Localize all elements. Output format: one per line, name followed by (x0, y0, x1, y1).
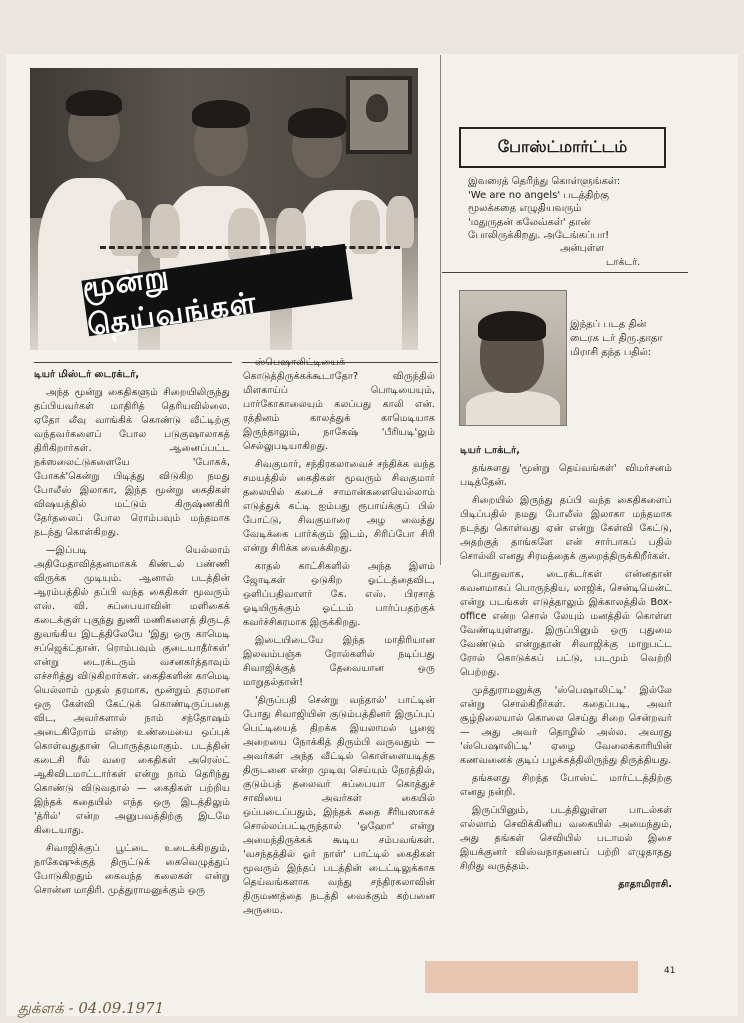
paragraph: —இப்படி யெல்லாம் அதிமேதாவித்தனமாகக் கிண்டல் பண்ணி விருக்க முடியும். ஆனால் படத்தின் ஆரம்பத்தில் தப்பி வந்த கைதிகள் மூவரும் எஸ். வி. சுப்பையாவின் மளிகைக் கடைக்குள் புகுந்து துணி மணிகளைத் திருடத் துவங்கிய இடத்திலேயே 'இது ஒரு காமெடி சப்ஜெக்ட்தான். ரொம்பவும் குடையாதீர்கள்' என்று டைரக்டரும் வசனகர்த்தாவும் எச்சரித்து விடுகிறார்கள். கைதிகளின் காமெடி யெல்லாம் முதல் தரமாக, மூன்றும் தரமான ஒரு கேள்வி கேட்டுக் கொண்டிருப்பதை விட, அவர்களால் நாம் சந்தோஷம் அடைகிறோம் என்ற உண்மையை ஒப்புக் கொள்வதுதான் பொருத்தமாகும். படத்தின் கடைசி ரீல் வரை கைதிகள் அரெஸ்ட் ஆகிவிடமாட்டார்கள் என்று நாம் தெரிந்து கொண்டு விடுவதால் — கைதிகள் பற்றிய இந்தக் கதையில் எந்த ஒரு இடத்திலும் 'த்ரில்' என்ற அனுபவத்திற்கு இடமே கிடையாது. (34, 545, 230, 836)
praying-hands-2 (150, 204, 180, 258)
paragraph: இருப்பினும், படத்திலுள்ள பாடல்கள் எல்லாம் செவிக்கினிய வகையில் அமைந்தும், அது தங்கள் செவியில் படாமல் இசை இயக்குனர் விஸ்வநாதனைப் பற்றி எழுதாதது சிறிது வருத்தம். (460, 805, 672, 872)
portrait-shirt (466, 391, 560, 426)
quote-line: 'We are no angels' படத்திற்கு (468, 189, 609, 201)
praying-hands-6 (386, 196, 414, 248)
paragraph: 'திருப்பதி சென்று வந்தால்' பாட்டின் போது சிவாஜியின் குடும்பத்தினர் இருப்புப் பெட்டியைத் திறக்க இயலாமல் பூஜை அறையை நோக்கித் திரும்பி வருவதும் — அவர்கள் அந்த வீட்டில் கொள்ளையடித்த திருடனை என்ற முடிவு செய்யும் நேரத்தில், குடும்பத் தலைவர் சுப்பையா கொத்துச் சாவியை அவர்கள் கையில் ஒப்படைப்பதும், இந்தக் கதை சீரியஸாகச் சொல்லப்பட்டிருந்தால் 'ஓஹோ' என்று அமைந்திருக்கக் கூடிய சம்பவங்கள். 'வசந்தத்தில் ஓர் நாள்' பாட்டில் கைதிகள் மூவரும் இந்தப் படத்தின் டைட்டிலுக்காக தெய்வங்களாக வந்து சந்திரகலாவின் திருமணத்தை நடத்தி வைக்கும் கற்பனை அருமை. (243, 695, 435, 916)
prisoner-hair-3 (288, 108, 346, 138)
portrait-caption: இந்தப் படத தின் டைரக டர் திரு.தாதா மிராசி தந்த பதில்: (570, 319, 663, 358)
reply-column (460, 444, 672, 896)
paragraph: காதல் காட்சிகளில் அந்த இளம் ஜோடிகள் ஒடுகிற ஓட்டத்தைவிட, ஒளிப்பதிவாளர் கே. எஸ். பிரசாத் ஓடியிருக்கும் ஓட்டம் பார்ப்பதற்குக் கவர்ச்சிகரமாக இருக்கிறது. (243, 561, 435, 628)
director-portrait (459, 290, 567, 426)
movie-title-banner: மூன்று தெய்வங்கள் (81, 244, 352, 336)
paragraph: சிவாஜிக்குப் பூட்டை உடைக்கிறதும், நாகேஷுக்குத் திருட்டுக் கைவெழுத்துப் போடுகிறதும் கைவந்த கலைகள் என்று சொன்ன மாதிரி. முத்துராமனுக்கும் ஒரு (34, 843, 230, 896)
letter-signature: தாதாமிராசி. (618, 879, 672, 890)
quote-line: இவரைத் தெரிந்து கொள்ளுங்கள்: (468, 176, 621, 187)
portrait-hair (478, 311, 546, 341)
quote-signature: டாக்டர். (606, 257, 641, 268)
page-number: 41 (664, 966, 676, 976)
paragraph: பொதுவாக, டைரக்டர்கள் என்னதான் கவனமாகப் பொருந்திய, லாஜிக், சென்டிமென்ட் என்று படங்கள் எடுத்தாலும் இக்காலத்தில் Box-office என்ற சொல் லேயும் மனத்தில் கொள்ள வேண்டியுள்ளது. இருப்பினும் ஒரு புதுமை வேண்டும் என்றுதான் சிவாஜிக்கு மாறுபட்ட ரோல் கொடுக்கப் பட்டு, படமும் வெற்றி பெற்றது. (460, 569, 672, 678)
paragraph: தங்களது 'மூன்று தெய்வங்கள்' விமர்சனம் படித்தேன். (460, 463, 672, 488)
review-column-2 (243, 356, 435, 922)
letter-greeting: டியர் மிஸ்டர் டைரக்டர், (34, 369, 140, 380)
paragraph: தங்களது சிறந்த போஸ்ட் மார்ட்டத்திற்கு எனது நன்றி. (460, 773, 672, 798)
column-rule (34, 362, 232, 363)
redaction-block (425, 961, 638, 993)
paragraph: முத்துராமனுக்கு 'ஸ்பெஷாலிட்டி' இல்லே என்று சொல்கிறீர்கள். கதைப்படி, அவர் சூழ்நிலையால் கொலை செய்து சிறை சென்றவர் — அது அவர் தொழில் அல்ல. அவரது 'ஸ்பெஷாலிட்டி' ஏழை வேலைக்காரியின் கணவனைக் குடிப் பழக்கத்திலிருந்து திருத்தியது. (460, 685, 672, 766)
review-column-1 (34, 368, 230, 902)
handwritten-date: துக்ளக் - 04.09.1971 (18, 999, 165, 1017)
paragraph: ஸ்பெஷாலிட்டியைக் கொடுத்திருக்கக்கூடாதோ? விருந்தில் மிளகாய்ப் பொடியையும், பார்கோகாலையும் கலப்பது காலி என். ரத்தினம் காலத்துக் காமெடியாக இருந்தாலும், நாகேஷ் 'பீரியடி'லும் செல்லுபடியாகிறது. (243, 357, 435, 452)
paragraph: இடையிடையே இந்த மாதிரியான இலவம்பஞ்சு ரோல்களில் நடிப்பது சிவாஜிக்குத் தேவையான ஒரு மாறுதல்தான்! (243, 635, 435, 688)
quote-line: போலிருக்கிறது. அடேங்கப்பா! (468, 230, 610, 241)
letter-greeting: டியர் டாக்டர், (460, 445, 520, 456)
wall-portrait-frame (346, 76, 412, 154)
paragraph: அந்த மூன்று கைதிகளும் சிறையிலிருந்து தப்பியவர்கள் மாதிரித் தெரியவில்லை. ஏதோ லீவு வாங்கிக் கொண்டு வீட்டிற்கு வந்தவர்களைப் போல படுகுஷாலாகத் திரிகிறார்கள். ஆனைப்பட்ட நக்ஸலைட்டுகளையே 'போகக், போகக்'கென்று பிடித்து விடுகிற நமது போலீஸ் இலாகா, இந்த மூன்று கைதிகள் விஷயத்தில் மட்டும் கிருஷ்ணகிரி தேர்தலைப் போல ரொம்பவும் மந்தமாக நடந்து கொள்கிறது. (34, 387, 230, 538)
prisoner-hair-1 (66, 90, 122, 116)
quote-block (468, 175, 684, 243)
postmortem-heading: போஸ்ட்மார்ட்டம் (459, 127, 666, 168)
quote-line: 'மதுருதன் கலேவ்கள்' தான் (468, 216, 591, 228)
paragraph: சிறையில் இருந்து தப்பி வந்த கைதிகளைப் பிடிப்பதில் நமது போலீஸ் இலாகா மந்தமாக நடந்து கொள்வது ஏன் என்று கேள்வி கேட்டு, அதற்குத் தாங்களே என் சார்பாகப் பதில் சொல்லி எனது சிரமத்தைக் குறைத்திருக்கிறீர்கள். (460, 495, 672, 562)
quote-line: மூலக்கதை எழுதியவரும் (468, 203, 582, 214)
quote-signoff: அன்புள்ள (560, 243, 604, 254)
section-separator (442, 272, 688, 273)
paragraph: சிவகுமார், சந்திரகலாவைச் சந்திக்க வந்த சமயத்தில் கைதிகள் மூவரும் சிவகுமார் தலையில் கடைச் சாமான்களையெல்லாம் எடுத்துக் கட்டி ஐம்பது ரூபாய்க்குப் பில் போட்டு, சிவகுமாரை அழ வைத்து வேடிக்கை பார்க்கும் இடம், சிரிப்போ சிரி என்று சிரிக்க வைக்கிறது. (243, 459, 435, 554)
prisoner-hair-2 (192, 100, 250, 128)
column-divider (440, 55, 441, 565)
